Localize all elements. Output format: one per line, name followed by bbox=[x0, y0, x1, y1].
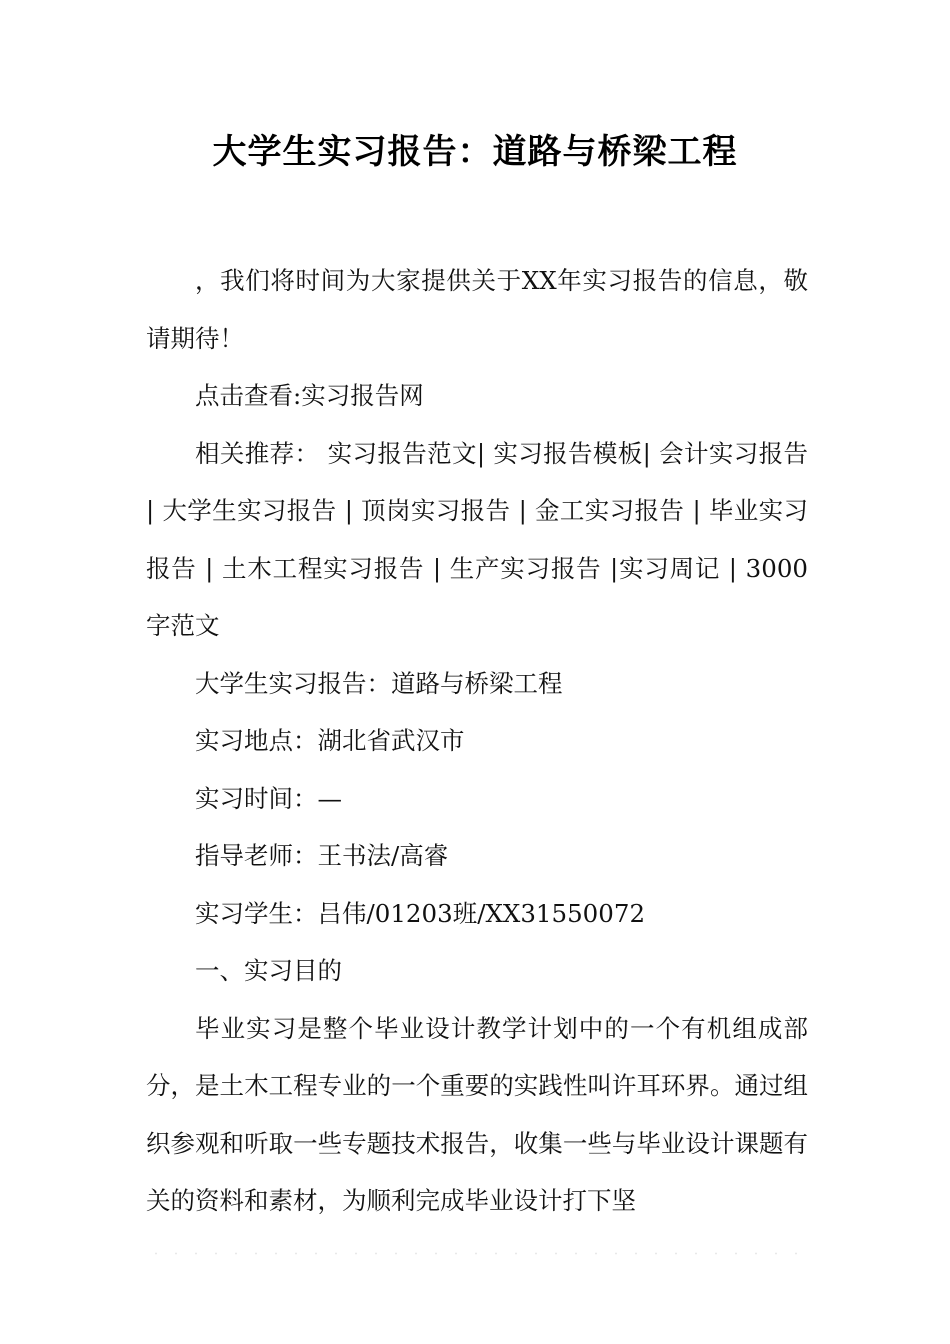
related-link-internship-sample[interactable]: 实习报告范文 bbox=[327, 438, 477, 468]
click-view-link[interactable]: 点击查看:实习报告网 bbox=[195, 381, 424, 410]
related-link-civil-engineering[interactable]: 土木工程实习报告 bbox=[222, 553, 425, 583]
related-label: 相关推荐： bbox=[195, 438, 320, 468]
related-separator: | bbox=[476, 438, 486, 468]
related-link-3000-word[interactable]: 3000字范文 bbox=[146, 553, 808, 640]
advisor-paragraph: 指导老师：王书法/高睿 bbox=[195, 841, 449, 870]
related-link-post-internship[interactable]: 顶岗实习报告 bbox=[361, 496, 511, 525]
related-separator: | bbox=[146, 496, 155, 525]
section-paragraph: 毕业实习是整个毕业设计教学计划中的一个有机组成部分，是土木工程专业的一个重要的实践性叫许耳环界。通过组织参观和听取一些专题技术报告，收集一些与毕业设计课题有关的资料和素材，为顺利完成毕业设计打下坚 bbox=[146, 1013, 808, 1215]
subtitle-paragraph: 大学生实习报告：道路与桥梁工程 bbox=[195, 668, 563, 698]
related-separator: | bbox=[642, 438, 651, 468]
related-separator: | bbox=[205, 553, 214, 583]
related-separator: | bbox=[692, 496, 701, 525]
document-body bbox=[146, 252, 808, 1230]
related-separator: | bbox=[518, 496, 527, 525]
related-link-internship-template[interactable]: 实习报告模板 bbox=[493, 438, 643, 468]
related-separator: | bbox=[610, 553, 619, 583]
related-link-metalwork[interactable]: 金工实习报告 bbox=[535, 496, 685, 525]
related-link-college-student[interactable]: 大学生实习报告 bbox=[162, 496, 337, 525]
related-separator: | bbox=[432, 553, 442, 583]
related-link-graduation[interactable]: 毕业实习报告 bbox=[146, 496, 809, 583]
click-view-paragraph bbox=[146, 367, 808, 425]
document-title: 大学生实习报告：道路与桥梁工程 bbox=[212, 132, 738, 172]
footer-dotted-line bbox=[146, 1252, 808, 1255]
student-paragraph: 实习学生：吕伟/01203班/XX31550072 bbox=[195, 898, 646, 928]
related-link-weekly-journal[interactable]: 实习周记 bbox=[618, 553, 721, 583]
time-paragraph: 实习时间：— bbox=[195, 783, 342, 813]
related-link-accounting[interactable]: 会计实习报告 bbox=[659, 438, 809, 468]
related-link-production[interactable]: 生产实习报告 bbox=[449, 553, 602, 583]
related-paragraph bbox=[146, 425, 808, 655]
related-separator: | bbox=[728, 553, 738, 583]
related-separator: | bbox=[344, 496, 353, 525]
section-heading: 一、实习目的 bbox=[195, 956, 342, 985]
location-paragraph: 实习地点：湖北省武汉市 bbox=[195, 726, 465, 755]
intro-paragraph: ，我们将时间为大家提供关于XX年实习报告的信息，敬请期待！ bbox=[146, 266, 808, 353]
